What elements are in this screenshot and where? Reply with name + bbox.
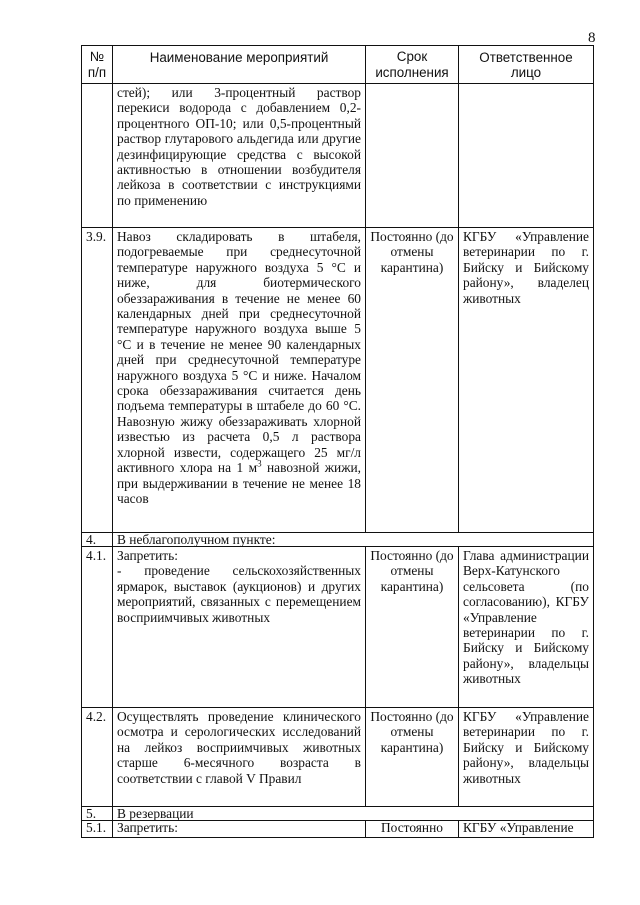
table-row (82, 547, 594, 708)
table-row (82, 84, 594, 228)
section-title: В резервации (113, 807, 594, 821)
page-number: 8 (588, 30, 596, 46)
row-resp: КГБУ «Управление (459, 821, 594, 838)
row-term: Постоянно (366, 821, 459, 838)
row-resp: КГБУ «Управление ветеринарии по г. Бийску и Бийскому району», владелец животных (459, 228, 594, 533)
table-row (82, 533, 594, 547)
row-text: Осуществлять проведение клинического осмотра и серологических исследований на лейкоз восприимчивых животных старше 6-месячного возраста в соответствии с главой V Правил (113, 708, 366, 807)
row-num (82, 84, 113, 228)
table-row (82, 807, 594, 821)
row-num: 4.2. (82, 708, 113, 807)
row-text: стей); или 3-процентный раствор перекиси водорода с добавлением 0,2-процентного ОП-10; или 0,5-процентный раствор глутарового альдегида или другие дезинфицирующие средства с высокой активностью в отношении возбудителя лейкоза в соответствии с инструкциями по применению (113, 84, 366, 228)
table-row (82, 708, 594, 807)
row-term: Постоянно (до отмены карантина) (366, 228, 459, 533)
row-num: 4.1. (82, 547, 113, 708)
measures-table (81, 45, 594, 838)
row-term: Постоянно (до отмены карантина) (366, 708, 459, 807)
header-resp: Ответственное лицо (459, 46, 594, 84)
header-name: Наименование мероприятий (113, 46, 366, 84)
table-header-row (82, 46, 594, 84)
row-text-body: - проведение сельскохозяйственных ярмарок, выставок (аукционов) и других мероприятий, связанных с перемещением восприимчивых животных (117, 563, 361, 625)
header-num: № п/п (82, 46, 113, 84)
row-num: 5. (82, 807, 113, 821)
row-term: Постоянно (до отмены карантина) (366, 547, 459, 708)
table-row (82, 821, 594, 838)
row-resp: Глава администрации Верх-Катунского сельсовета (по согласованию), КГБУ «Управление ветеринарии по г. Бийску и Бийскому району», владельцы животных (459, 547, 594, 708)
row-num: 4. (82, 533, 113, 547)
row-text-part: Навоз складировать в штабеля, подогреваемые при среднесуточной температуре наружного воздуха 5 °С и ниже, для биотермического обеззараживания в течение не менее 60 календарных дней при среднесуточной температуре наружного воздуха выше 5 °С и в течение не менее 90 календарных дней при среднесуточной температуре наружного воздуха 5 °С и ниже. Началом срока обеззараживания считается день подъема температуры в штабеле до 60 °С. Навозную жижу обеззараживать хлорной известью из расчета 0,5 л раствора хлорной извести, содержащего 25 мг/л активного хлора на 1 м (117, 229, 361, 476)
row-resp: КГБУ «Управление ветеринарии по г. Бийску и Бийскому району», владельцы животных (459, 708, 594, 807)
header-term: Срок исполнения (366, 46, 459, 84)
row-text-part: навозной жижи, при выдерживании в течение не менее 18 часов (117, 460, 361, 506)
row-text-title: Запретить: (117, 548, 178, 563)
row-text (113, 547, 366, 708)
table-row (82, 228, 594, 533)
cubic-superscript: 3 (257, 458, 262, 469)
row-text (113, 228, 366, 533)
row-term (366, 84, 459, 228)
row-num: 5.1. (82, 821, 113, 838)
section-title: В неблагополучном пункте: (113, 533, 594, 547)
row-num: 3.9. (82, 228, 113, 533)
row-resp (459, 84, 594, 228)
row-text: Запретить: (113, 821, 366, 838)
